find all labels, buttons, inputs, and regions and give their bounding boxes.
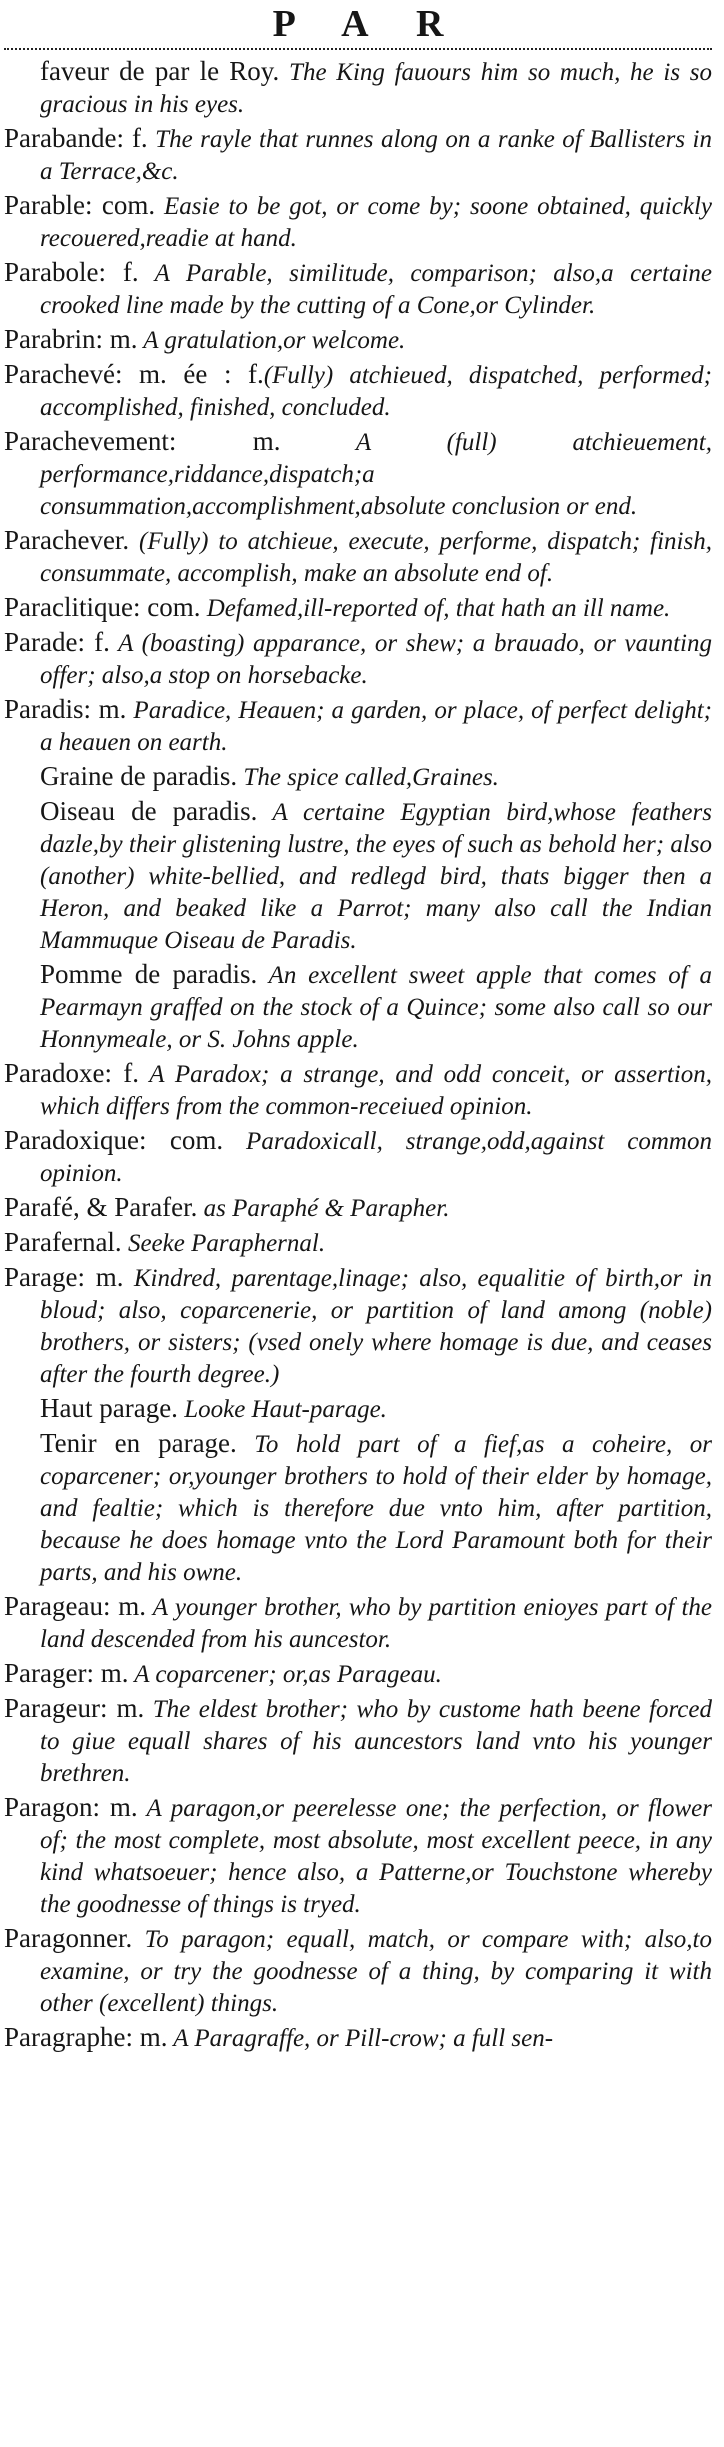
definition: To paragon; equall, match, or compare with; also,to examine, or try the goodnesse of a thing, by comparing it with other (excellent) things.	[40, 1926, 712, 2017]
definition: A Paragraffe, or Pill-crow; a full sen-	[167, 2025, 554, 2052]
headword: Paragon	[4, 1792, 93, 1822]
definition: A paragon,or peerelesse one; the perfection, or flower of; the most complete, most absolute, most excellent peece, in any kind whatsoeuer; hence also, a Patterne,or Touchstone whereby the goodnesse of things is tryed.	[40, 1795, 712, 1918]
definition: (Fully) to atchieue, execute, performe, dispatch; finish, consummate, accomplish, make an absolute end of.	[40, 528, 712, 587]
dictionary-entry	[4, 694, 712, 758]
headword: Paragonner.	[4, 1923, 133, 1953]
grammar-label: : m.	[77, 1262, 124, 1292]
definition: A younger brother, who by partition enioyes part of the land descended from his auncestor.	[40, 1594, 712, 1653]
grammar-label: : m.	[83, 694, 127, 724]
headword: Tenir en parage.	[40, 1428, 237, 1458]
definition: An excellent sweet apple that comes of a Pearmayn graffed on the stock of a Quince; some also call so our Honnymeale, or S. Johns apple.	[40, 962, 712, 1053]
definition: (Fully) atchieued, dispatched, performed; accomplished, finished, concluded.	[40, 362, 712, 421]
headword: Pomme de paradis.	[40, 959, 258, 989]
headword: Parabande	[4, 123, 117, 153]
headword: Parade	[4, 627, 78, 657]
grammar-label: : m.	[92, 1792, 138, 1822]
headword: Paradoxe	[4, 1058, 105, 1088]
headword: Parageau	[4, 1591, 103, 1621]
dictionary-entry	[4, 1591, 712, 1655]
definition: The eldest brother; who by custome hath beene forced to giue equall shares of his auncestors land vnto his younger brethren.	[40, 1696, 712, 1787]
dictionary-entry	[4, 1693, 712, 1789]
definition: Paradoxicall, strange,odd,against common opinion.	[40, 1128, 712, 1187]
dictionary-entry	[4, 627, 712, 691]
definition: The King fauours him so much, he is so gracious in his eyes.	[40, 59, 712, 118]
dictionary-entry	[4, 190, 712, 254]
headword: Graine de paradis.	[40, 761, 238, 791]
sub-entry	[4, 959, 712, 1055]
definition: Kindred, parentage,linage; also, equalitie of birth,or in bloud; also, coparcenerie, or partition of land among (noble) brothers, or sisters; (vsed onely where homage is due, and ceases after the fourth degree.)	[40, 1265, 712, 1388]
grammar-label: : f.	[77, 627, 110, 657]
headword: Parachevé	[4, 359, 115, 389]
definition: The rayle that runnes along on a ranke of Ballisters in a Terrace,&c.	[40, 126, 712, 185]
definition: A Parable, similitude, comparison; also,a certaine crooked line made by the cutting of a Cone,or Cylinder.	[40, 260, 712, 319]
headword: Parachevement	[4, 426, 169, 456]
grammar-label: : com.	[132, 592, 201, 622]
definition: Looke Haut-parage.	[177, 1396, 387, 1423]
grammar-label: : m.	[125, 2022, 168, 2052]
definition: Defamed,ill-reported of, that hath an ill name.	[200, 595, 671, 622]
dictionary-entry	[4, 1792, 712, 1920]
grammar-label: : m.	[99, 1693, 145, 1723]
grammar-label: : f.	[116, 123, 148, 153]
sub-entry	[4, 1428, 712, 1588]
dictionary-entry	[4, 525, 712, 589]
dictionary-entry	[4, 359, 712, 423]
sub-entry	[4, 796, 712, 956]
headword: Parageur	[4, 1693, 100, 1723]
dictionary-entry	[4, 1262, 712, 1390]
definition: A coparcener; or,as Parageau.	[128, 1661, 442, 1688]
definition: A (boasting) apparance, or shew; a brauado, or vaunting offer; also,a stop on horsebacke.	[40, 630, 712, 689]
headword: faveur de par le Roy.	[40, 56, 280, 86]
grammar-label: : m.	[102, 1591, 146, 1621]
headword: Parage	[4, 1262, 78, 1292]
dictionary-entry	[4, 1227, 712, 1259]
headword: Paradoxique	[4, 1125, 139, 1155]
dictionary-entry	[4, 1923, 712, 2019]
grammar-label: : m.	[86, 1658, 129, 1688]
dictionary-entry	[4, 324, 712, 356]
headword: Haut parage.	[40, 1393, 178, 1423]
dictionary-entry	[4, 123, 712, 187]
dictionary-entry	[4, 592, 712, 624]
headword: Parabole	[4, 257, 99, 287]
definition: A certaine Egyptian bird,whose feathers dazle,by their glistening lustre, the eyes of such as behold her; also (another) white-bellied, and redlegd bird, thats bigger then a Heron, and beaked like a Parrot; many also call the Indian Mammuque Oiseau de Paradis.	[40, 799, 712, 954]
headword: Parafé, & Parafer.	[4, 1192, 198, 1222]
dictionary-entry	[4, 2022, 712, 2054]
headword: Paradis	[4, 694, 84, 724]
grammar-label: : com.	[84, 190, 156, 220]
dictionary-entry	[4, 1658, 712, 1690]
header-rule	[4, 48, 712, 50]
headword: Oiseau de paradis.	[40, 796, 258, 826]
sub-entry	[4, 761, 712, 793]
definition: To hold part of a fief,as a coheire, or coparcener; or,younger brothers to hold of their elder by homage, and fealtie; which is therefore due vnto him, after partition, because he does homage vnto the Lord Paramount both for their parts, and his owne.	[40, 1431, 713, 1586]
headword: Paragraphe	[4, 2022, 126, 2052]
dictionary-entry	[4, 257, 712, 321]
headword: Parafernal.	[4, 1227, 122, 1257]
definition: Easie to be got, or come by; soone obtained, quickly recouered,readie at hand.	[40, 193, 712, 252]
dictionary-entry	[4, 1192, 712, 1224]
dictionary-entry	[4, 426, 712, 522]
dictionary-entry	[4, 56, 712, 120]
grammar-label: : f.	[104, 1058, 139, 1088]
grammar-label: : m.	[168, 426, 281, 456]
headword: Paraclitique	[4, 592, 133, 622]
definition: Paradice, Heauen; a garden, or place, of perfect delight; a heauen on earth.	[40, 697, 712, 756]
running-head: P A R	[272, 3, 464, 45]
grammar-label: : com.	[138, 1125, 224, 1155]
headword: Parager	[4, 1658, 87, 1688]
grammar-label: : m.	[95, 324, 138, 354]
headword: Parable	[4, 190, 85, 220]
grammar-label: : f.	[98, 257, 139, 287]
dictionary-entry	[4, 1125, 712, 1189]
definition: A Paradox; a strange, and odd conceit, or assertion, which differs from the common-receiued opinion.	[40, 1061, 712, 1120]
entry-list	[4, 56, 712, 2054]
dictionary-entry	[4, 1058, 712, 1122]
headword: Parabrin	[4, 324, 96, 354]
definition: as Paraphé & Parapher.	[197, 1195, 450, 1222]
definition: The spice called,Graines.	[237, 764, 499, 791]
sub-entry	[4, 1393, 712, 1425]
definition: A gratulation,or welcome.	[137, 327, 406, 354]
definition: A (full) atchieuement, performance,riddance,dispatch;a consummation,accomplishment,absolute conclusion or end.	[40, 429, 712, 520]
headword: Parachever.	[4, 525, 130, 555]
grammar-label: : m. ée : f.	[114, 359, 264, 389]
definition: Seeke Paraphernal.	[121, 1230, 326, 1257]
